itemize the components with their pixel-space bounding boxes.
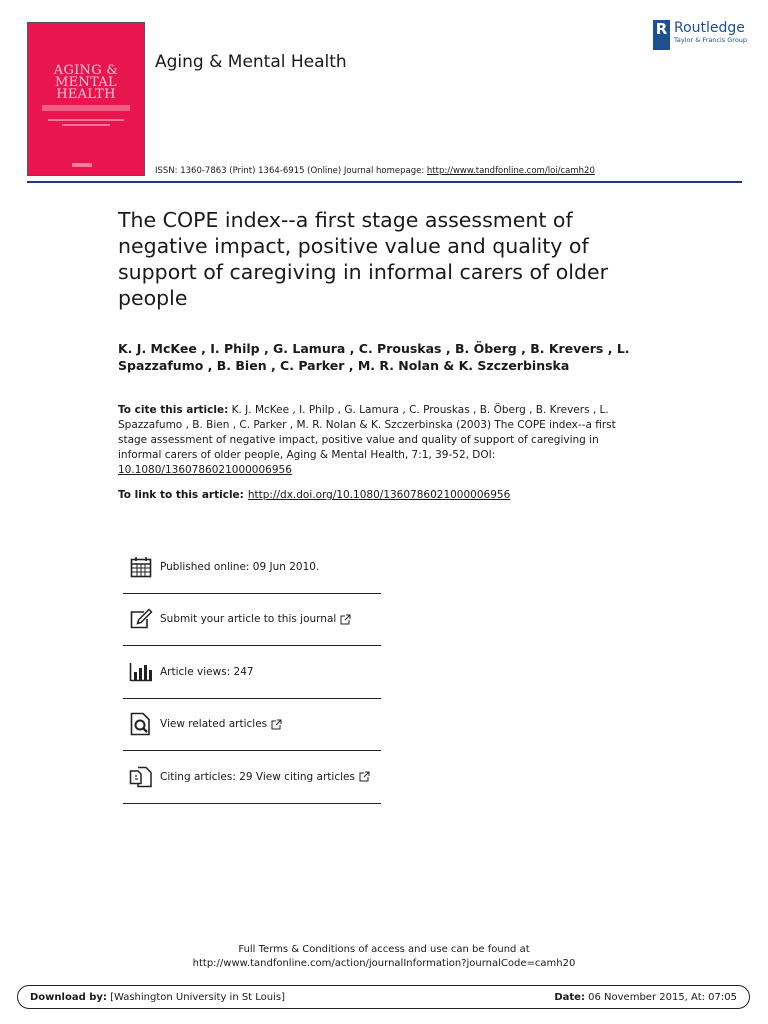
article-views-row (123, 646, 381, 699)
article-views-label: Article views: 247 (160, 665, 254, 678)
related-articles-row[interactable] (123, 699, 381, 752)
download-date (554, 992, 737, 1003)
cover-line (62, 124, 110, 126)
download-value: [Washington University in St Louis] (106, 991, 286, 1003)
submit-article-row[interactable] (123, 594, 381, 647)
issn-text: ISSN: 1360-7863 (Print) 1364-6915 (Online) Journal homepage: (155, 166, 425, 176)
external-link-icon (340, 614, 351, 625)
download-info-bar (17, 985, 750, 1009)
external-link-icon (271, 719, 282, 730)
cite-label: To cite this article: (118, 404, 229, 416)
published-online-row (123, 541, 381, 594)
journal-homepage-link[interactable]: http://www.tandfonline.com/loi/camh20 (426, 166, 595, 176)
cite-doi-link[interactable]: 10.1080/1360786021000006956 (118, 464, 292, 476)
link-label: To link to this article: (118, 489, 244, 501)
edit-icon (127, 606, 155, 632)
article-doi-link[interactable]: http://dx.doi.org/10.1080/1360786021000006956 (247, 489, 511, 501)
issn-line (155, 166, 595, 176)
date-value: 06 November 2015, At: 07:05 (584, 991, 737, 1003)
article-link-line (118, 488, 678, 503)
cover-title: AGING & MENTAL HEALTH (53, 63, 119, 102)
article-info-list (123, 541, 381, 804)
download-by (30, 992, 554, 1003)
search-document-icon (127, 711, 155, 737)
date-label: Date: (554, 991, 585, 1003)
citation-block (118, 403, 638, 478)
cover-subtitle-band (42, 105, 130, 111)
publisher-sub: Taylor & Francis Group (674, 36, 748, 44)
journal-cover-image (27, 22, 145, 176)
calendar-icon (127, 554, 155, 580)
cover-line (48, 119, 124, 121)
bar-chart-icon (127, 659, 155, 685)
download-label: Download by: (30, 991, 107, 1003)
journal-title: Aging & Mental Health (155, 52, 347, 72)
cover-top-strip (28, 27, 144, 29)
related-articles-label[interactable]: View related articles (160, 718, 268, 731)
terms-notice (0, 943, 768, 971)
header-divider (27, 181, 742, 183)
external-link-icon (359, 771, 370, 782)
published-online-label: Published online: 09 Jun 2010. (160, 560, 320, 573)
terms-url-link[interactable]: http://www.tandfonline.com/action/journalInformation?journalCode=camh20 (192, 958, 576, 969)
citing-articles-icon (127, 764, 155, 790)
citing-articles-label[interactable]: Citing articles: 29 View citing articles (160, 770, 355, 783)
article-title: The COPE index--a first stage assessment of negative impact, positive value and quality of support of caregiving in informal carers of older people (118, 208, 609, 310)
routledge-logo-icon: R (653, 20, 670, 50)
article-authors: K. J. McKee , I. Philp , G. Lamura , C. Prouskas , B. Öberg , B. Krevers , L. Spazzafumo , B. Bien , C. Parker , M. R. Nolan & K. Szczerbinska (118, 341, 630, 373)
terms-line: Full Terms & Conditions of access and use can be found at (238, 944, 530, 955)
publisher-name: Routledge (674, 20, 745, 36)
publisher-logo (653, 20, 747, 50)
cite-text: K. J. McKee , I. Philp , G. Lamura , C. Prouskas , B. Öberg , B. Krevers , L. Spazzafumo , B. Bien , C. Parker , M. R. Nolan & K. Szczerbinska (2003) The COPE index--a first stage assessment of negative impact, positive value and quality of support of caregiving in informal carers of older people, Aging & Mental Health, 7:1, 39-52, DOI: (118, 404, 616, 461)
citing-articles-row[interactable] (123, 751, 381, 804)
submit-article-label[interactable]: Submit your article to this journal (160, 613, 337, 626)
cover-publisher-mark (72, 163, 92, 167)
